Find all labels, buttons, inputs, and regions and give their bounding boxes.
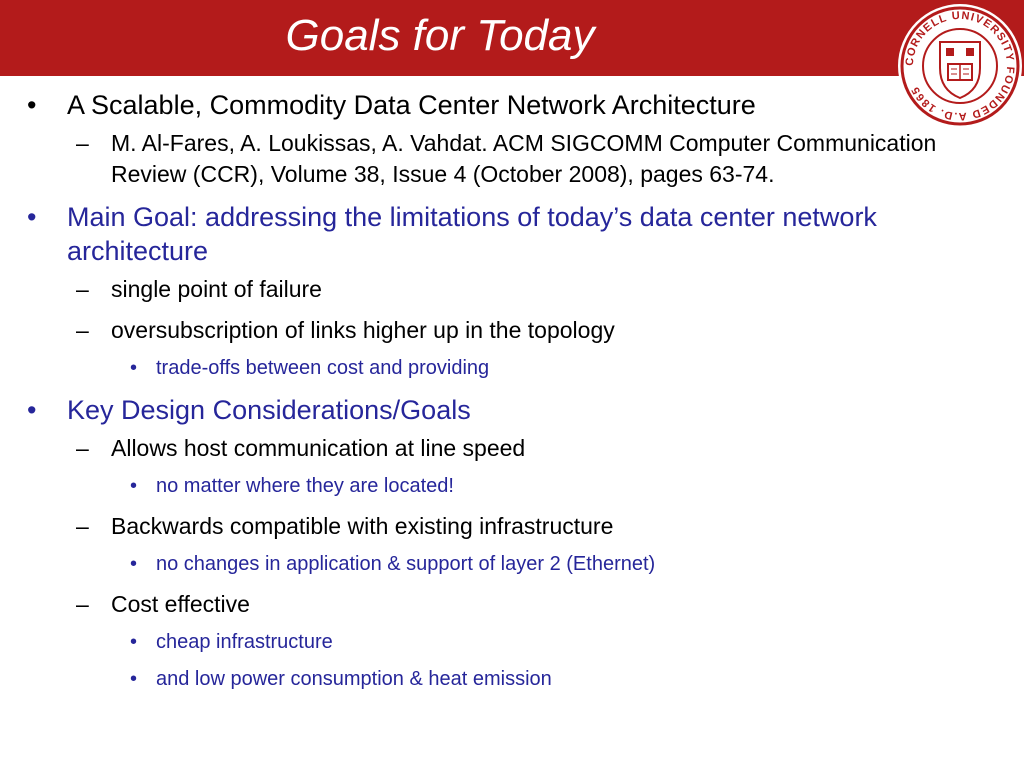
bullet-marker: • [130,668,138,690]
bullet-marker: • [27,90,37,120]
bullet-text: Key Design Considerations/Goals [67,395,471,425]
bullet-level-2 [0,128,1000,190]
dash-marker: – [76,317,89,343]
bullet-text: Allows host communication at line speed [111,435,526,461]
bullet-level-1 [0,88,1000,122]
dash-marker: – [76,513,89,539]
bullet-marker: • [130,475,138,497]
bullet-level-3 [0,552,1000,577]
dash-marker: – [76,435,89,461]
bullet-text: trade-offs between cost and providing [156,357,490,379]
bullet-level-3 [0,667,1000,692]
seal-text: CORNELL UNIVERSITY FOUNDED A.D. 1865 [903,9,1017,123]
dash-marker: – [76,130,89,156]
bullet-text: Main Goal: addressing the limitations of today’s data center network architecture [67,202,877,266]
bullet-level-2 [0,433,1000,464]
bullet-text: A Scalable, Commodity Data Center Network Architecture [67,90,756,120]
dash-marker: – [76,591,89,617]
bullet-level-3 [0,474,1000,499]
bullet-text: Backwards compatible with existing infrastructure [111,513,614,539]
bullet-text: no matter where they are located! [156,475,454,497]
slide-title: Goals for Today [285,11,595,60]
bullet-marker: • [27,202,37,232]
bullet-text: no changes in application & support of layer 2 (Ethernet) [156,553,656,575]
bullet-text: M. Al-Fares, A. Loukissas, A. Vahdat. ACM SIGCOMM Computer Communication Review (CCR), Volume 38, Issue 4 (October 2008), pages 63-74. [111,130,937,187]
bullet-text: oversubscription of links higher up in the topology [111,317,615,343]
bullet-level-2 [0,511,1000,542]
bullet-marker: • [130,357,138,379]
bullet-marker: • [130,553,138,575]
dash-marker: – [76,276,89,302]
bullet-text: cheap infrastructure [156,631,333,653]
bullet-level-2 [0,274,1000,305]
bullet-level-1 [0,200,1000,268]
bullet-marker: • [27,395,37,425]
bullet-level-2 [0,589,1000,620]
bullet-text: single point of failure [111,276,322,302]
bullet-level-1 [0,393,1000,427]
bullet-level-3 [0,356,1000,381]
bullet-text: Cost effective [111,591,250,617]
bullet-level-2 [0,315,1000,346]
bullet-marker: • [130,631,138,653]
bullet-list [0,88,1000,704]
bullet-level-3 [0,630,1000,655]
bullet-text: and low power consumption & heat emission [156,668,552,690]
